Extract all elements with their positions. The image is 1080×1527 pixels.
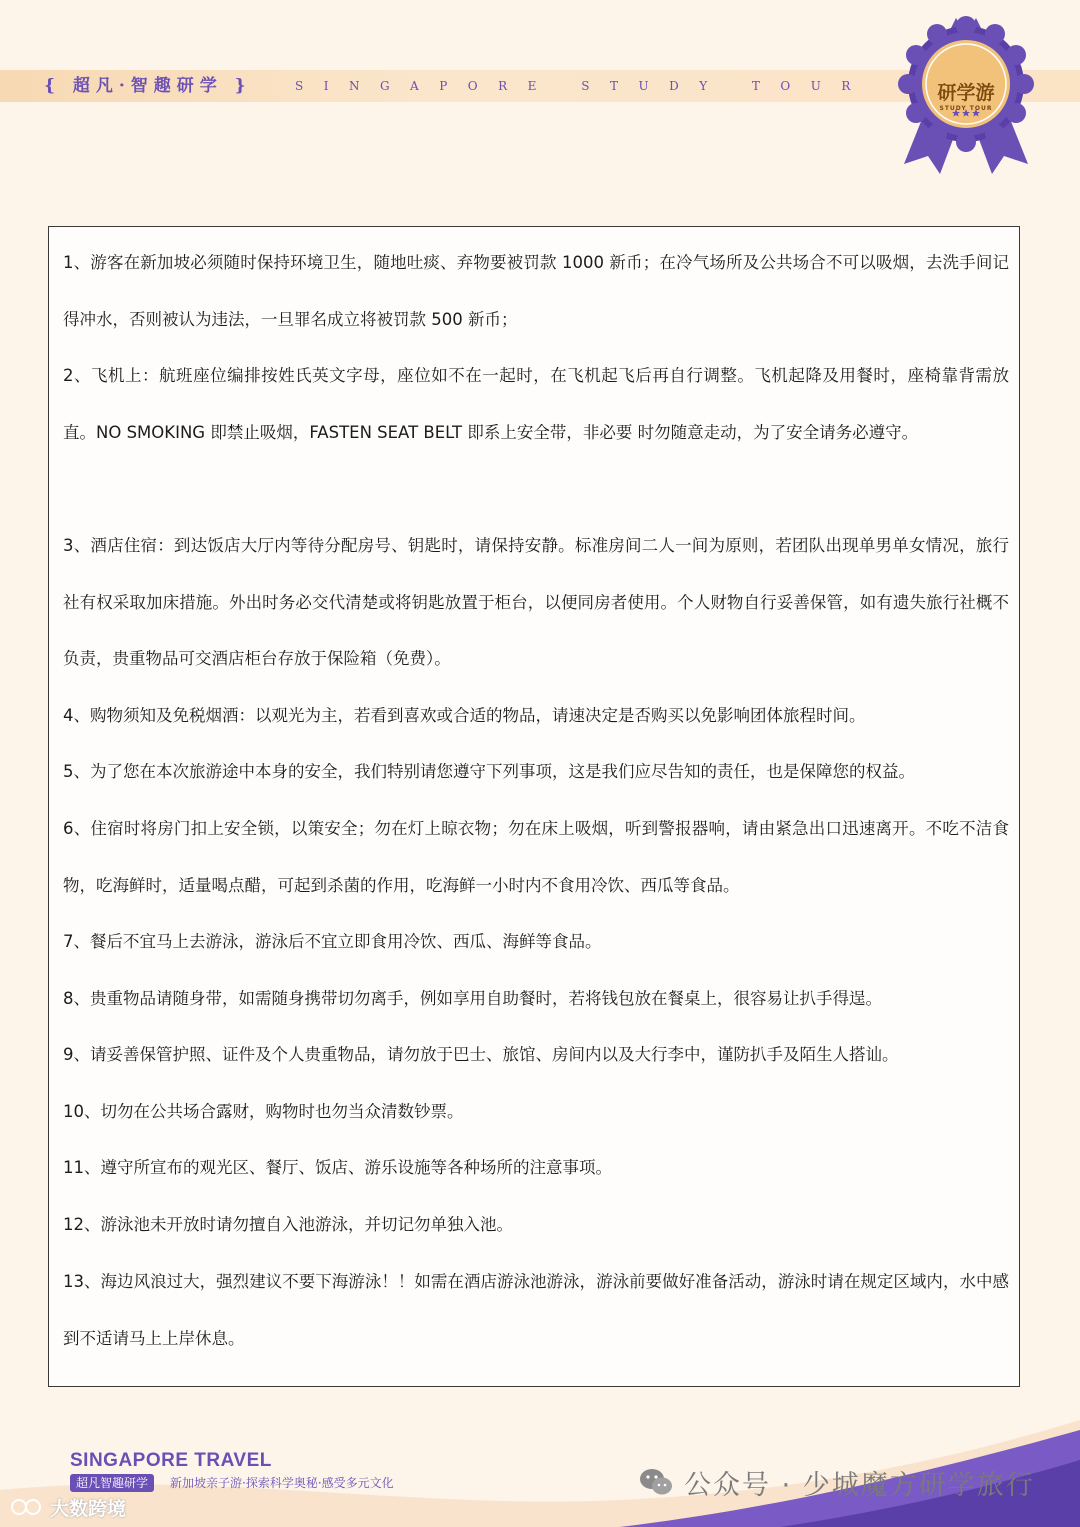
notice-item-8: 8、贵重物品请随身带，如需随身携带切勿离手，例如享用自助餐时，若将钱包放在餐桌上，很容易让扒手得逞。 [63,989,882,1008]
study-tour-badge [896,14,1036,179]
notice-item-1: 1、游客在新加坡必须随时保持环境卫生，随地吐痰、弃物要被罚款 1000 新币；在冷气场所及公共场合不可以吸烟，去洗手间记得冲水，否则被认为违法，一旦罪名成立将被罚款 500 新币； [63,253,1009,329]
footer-title: SINGAPORE TRAVEL [70,1450,272,1471]
notice-item-11: 11、遵守所宣布的观光区、餐厅、饭店、游乐设施等各种场所的注意事项。 [63,1158,612,1177]
header-brand: { 超凡·智趣研学 } [44,76,252,96]
notice-item-6: 6、住宿时将房门扣上安全锁，以策安全；勿在灯上晾衣物；勿在床上吸烟，听到警报器响，请由紧急出口迅速离开。不吃不洁食物，吃海鲜时，适量喝点醋，可起到杀菌的作用，吃海鲜一小时内不食用冷饮、西瓜等食品。 [63,819,1009,895]
wechat-watermark [638,1462,1035,1502]
wechat-icon [638,1466,674,1498]
badge-subtitle: STUDY TOUR [939,105,993,112]
notice-item-7: 7、餐后不宜马上去游泳，游泳后不宜立即食用冷饮、西瓜、海鲜等食品。 [63,932,602,951]
notice-item-4: 4、购物须知及免税烟酒：以观光为主，若看到喜欢或合适的物品，请速决定是否购买以免影响团体旅程时间。 [63,706,866,725]
corner-logo-icon [10,1496,44,1518]
notice-item-9: 9、请妥善保管护照、证件及个人贵重物品，请勿放于巴士、旅馆、房间内以及大行李中，谨防扒手及陌生人搭讪。 [63,1045,899,1064]
notice-item-3: 3、酒店住宿：到达饭店大厅内等待分配房号、钥匙时，请保持安静。标准房间二人一间为原则，若团队出现单男单女情况，旅行社有权采取加床措施。外出时务必交代清楚或将钥匙放置于柜台，以便同房者使用。个人财物自行妥善保管，如有遗失旅行社概不负责，贵重物品可交酒店柜台存放于保险箱（免费）。 [63,536,1009,669]
badge-title: 研学游 [937,82,995,104]
footer-brand-pill: 超凡智趣研学 [70,1474,154,1492]
corner-watermark [10,1494,126,1520]
corner-watermark-text: 大数跨境 [50,1497,127,1520]
header-subtitle: SINGAPORE STUDY TOUR [295,79,871,93]
watermark-text: 公众号 · 少城魔方研学旅行 [684,1469,1035,1501]
notice-item-2: 2、飞机上：航班座位编排按姓氏英文字母，座位如不在一起时，在飞机起飞后再自行调整。飞机起降及用餐时，座椅靠背需放直。NO SMOKING 即禁止吸烟，FASTEN SEAT BELT 即系上安全带，非必要 时勿随意走动，为了安全请务必遵守。 [63,366,1009,442]
notice-content-box [48,226,1020,1387]
footer-tagline: 新加坡亲子游·探索科学奥秘·感受多元文化 [170,1476,394,1490]
notice-item-12: 12、游泳池未开放时请勿擅自入池游泳，并切记勿单独入池。 [63,1215,513,1234]
notice-item-5: 5、为了您在本次旅游途中本身的安全，我们特别请您遵守下列事项，这是我们应尽告知的责任，也是保障您的权益。 [63,762,915,781]
notice-item-13: 13、海边风浪过大，强烈建议不要下海游泳！！如需在酒店游泳池游泳，游泳前要做好准备活动，游泳时请在规定区域内，水中感到不适请马上上岸休息。 [63,1272,1009,1348]
notice-item-10: 10、切勿在公共场合露财，购物时也勿当众清数钞票。 [63,1102,464,1121]
